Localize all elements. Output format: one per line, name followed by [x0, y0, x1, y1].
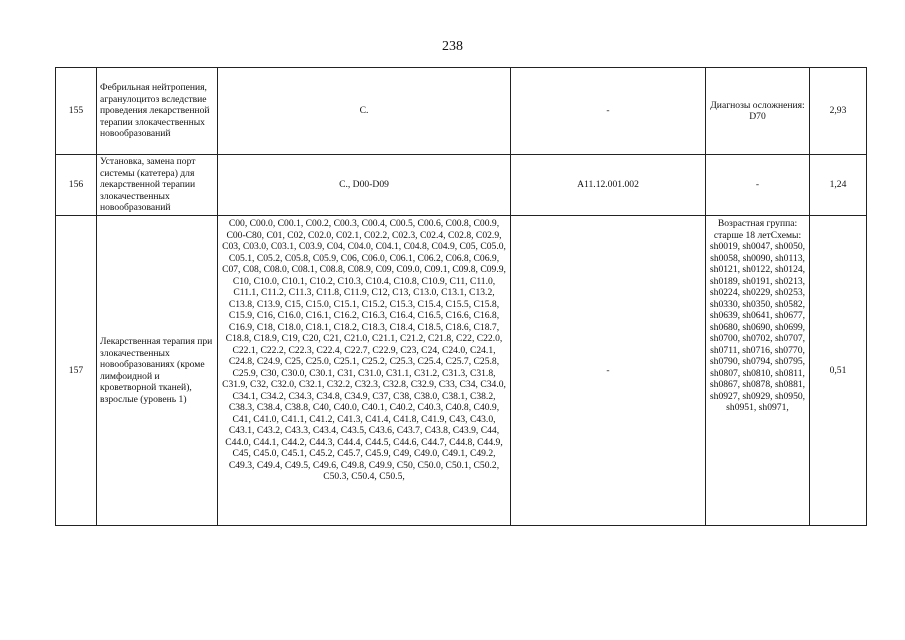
service-code: - — [511, 68, 706, 155]
additional-criteria: Возрастная группа: старше 18 летСхемы: sh0019, sh0047, sh0050, sh0058, sh0090, sh0113, sh0121, sh0122, sh0124, sh0189, sh0191, sh0213, sh0224, sh0229, sh0253, sh0330, sh0350, sh0582, sh0639, sh0641, sh0677, sh0680, sh0690, sh0699, sh0700, sh0702, sh0707, sh0711, sh0716, sh0770, sh0790, sh0794, sh0795, sh0807, sh0810, sh0811, sh0867, sh0878, sh0881, sh0927, sh0929, sh0950, sh0951, sh0971, — [706, 216, 810, 526]
row-number: 156 — [56, 155, 97, 216]
coefficient: 1,24 — [810, 155, 867, 216]
row-number: 155 — [56, 68, 97, 155]
group-name: Лекарственная терапия при злокачественных новообразованиях (кроме лимфоидной и кроветворной тканей), взрослые (уровень 1) — [97, 216, 218, 526]
additional-criteria: Диагнозы осложнения: D70 — [706, 68, 810, 155]
group-name: Установка, замена порт системы (катетера) для лекарственной терапии злокачественных новообразований — [97, 155, 218, 216]
row-number: 157 — [56, 216, 97, 526]
icd-codes: C. — [218, 68, 511, 155]
additional-criteria: - — [706, 155, 810, 216]
ksg-table — [55, 67, 867, 526]
icd-codes: C., D00-D09 — [218, 155, 511, 216]
table-row — [56, 155, 867, 216]
table-row — [56, 216, 867, 526]
coefficient: 2,93 — [810, 68, 867, 155]
icd-codes: C00, C00.0, C00.1, C00.2, C00.3, C00.4, C00.5, C00.6, C00.8, C00.9, C00-C80, C01, C02, C02.0, C02.1, C02.2, C02.3, C02.4, C02.8, C02.9, C03, C03.0, C03.1, C03.9, C04, C04.0, C04.1, C04.8, C04.9, C05, C05.0, C05.1, C05.2, C05.8, C05.9, C06, C06.0, C06.1, C06.2, C06.8, C06.9, C07, C08, C08.0, C08.1, C08.8, C08.9, C09, C09.0, C09.1, C09.8, C09.9, C10, C10.0, C10.1, C10.2, C10.3, C10.4, C10.8, C10.9, C11, C11.0, C11.1, C11.2, C11.3, C11.8, C11.9, C12, C13, C13.0, C13.1, C13.2, C13.8, C13.9, C15, C15.0, C15.1, C15.2, C15.3, C15.4, C15.5, C15.8, C15.9, C16, C16.0, C16.1, C16.2, C16.3, C16.4, C16.5, C16.6, C16.8, C16.9, C18, C18.0, C18.1, C18.2, C18.3, C18.4, C18.5, C18.6, C18.7, C18.8, C18.9, C19, C20, C21, C21.0, C21.1, C21.2, C21.8, C22, C22.0, C22.1, C22.2, C22.3, C22.4, C22.7, C22.9, C23, C24, C24.0, C24.1, C24.8, C24.9, C25, C25.0, C25.1, C25.2, C25.3, C25.4, C25.7, C25.8, C25.9, C30, C30.0, C30.1, C31, C31.0, C31.1, C31.2, C31.3, C31.8, C31.9, C32, C32.0, C32.1, C32.2, C32.3, C32.8, C32.9, C33, C34, C34.0, C34.1, C34.2, C34.3, C34.8, C34.9, C37, C38, C38.0, C38.1, C38.2, C38.3, C38.4, C38.8, C40, C40.0, C40.1, C40.2, C40.3, C40.8, C40.9, C41, C41.0, C41.1, C41.2, C41.3, C41.4, C41.8, C41.9, C43, C43.0, C43.1, C43.2, C43.3, C43.4, C43.5, C43.6, C43.7, C43.8, C43.9, C44, C44.0, C44.1, C44.2, C44.3, C44.4, C44.5, C44.6, C44.7, C44.8, C44.9, C45, C45.0, C45.1, C45.2, C45.7, C45.9, C49, C49.0, C49.1, C49.2, C49.3, C49.4, C49.5, C49.6, C49.8, C49.9, C50, C50.0, C50.1, C50.2, C50.3, C50.4, C50.5, — [218, 216, 511, 526]
coefficient: 0,51 — [810, 216, 867, 526]
service-code: - — [511, 216, 706, 526]
table-row — [56, 68, 867, 155]
page-number: 238 — [442, 39, 463, 54]
service-code: A11.12.001.002 — [511, 155, 706, 216]
group-name: Фебрильная нейтропения, агранулоцитоз вследствие проведения лекарственной терапии злокачественных новообразований — [97, 68, 218, 155]
